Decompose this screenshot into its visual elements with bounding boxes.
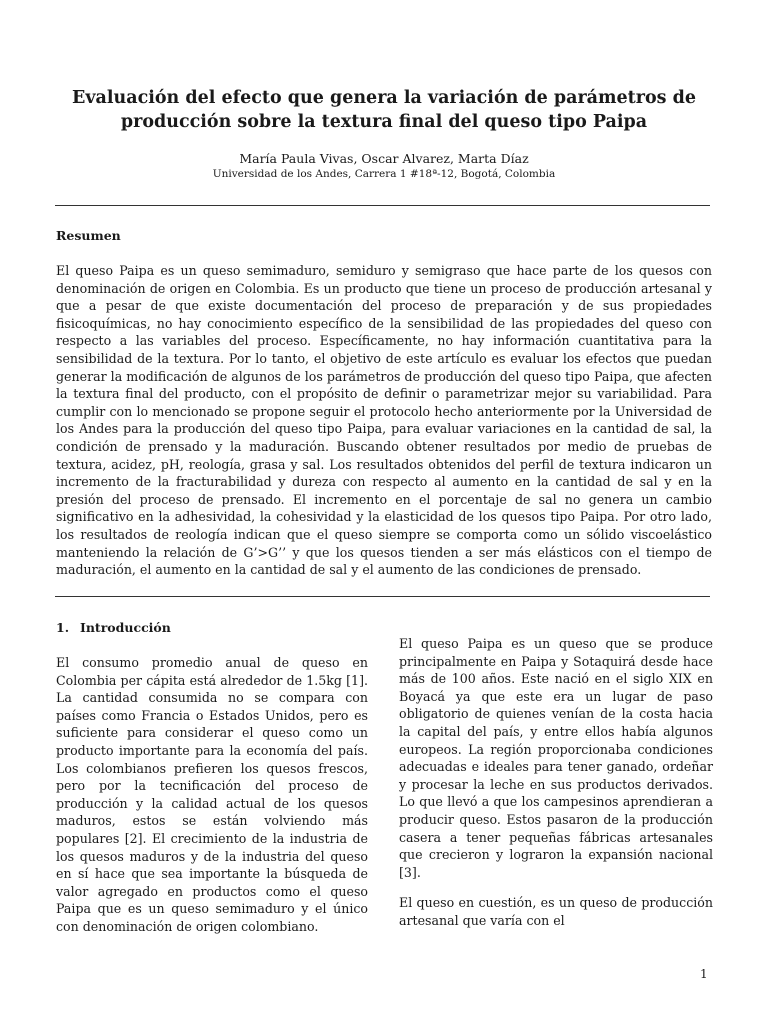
- affiliation: Universidad de los Andes, Carrera 1 #18ª-12, Bogotá, Colombia: [212, 168, 556, 180]
- abstract-text: El queso Paipa es un queso semimaduro, semiduro y semigraso que hace parte de los quesos con denominación de origen en Colombia. Es un producto que tiene un proceso de producción artesanal y que a pesar de que existe documentación del proceso de preparación y de sus propiedades fisicoquímicas, no hay conocimiento específico de la sensibilidad de las propiedades del queso con respecto a las variables del proceso. Específicamente, no hay información cuantitativa para la sensibilidad de la textura. Por lo tanto, el objetivo de este artículo es evaluar los efectos que puedan generar la modificación de algunos de los parámetros de producción del queso tipo Paipa, que afecten la textura final del producto, con el propósito de definir o parametrizar mejor su variabilidad. Para cumplir con lo mencionado se propone seguir el protocolo hecho anteriormente por la Universidad de los Andes para la producción del queso tipo Paipa, para evaluar variaciones en la cantidad de sal, la condición de prensado y la maduración. Buscando obtener resultados por medio de pruebas de textura, acidez, pH, reología, grasa y sal. Los resultados obtenidos del perfil de textura indicaron un incremento de la fracturabilidad y dureza con respecto al aumento en la cantidad de sal y en la presión del proceso de prensado. El incremento en el porcentaje de sal no genera un cambio significativo en la adhesividad, la cohesividad y la elasticidad de los quesos tipo Paipa. Por otro lado, los resultados de reología indican que el queso siempre se comporta como un sólido viscoelástico manteniendo la relación de G’>G’’ y que los quesos tienden a ser más elásticos con el tiempo de maduración, el aumento en la cantidad de sal y el aumento de las condiciones de prensado.: [56, 263, 712, 578]
- page-number: 1: [700, 967, 708, 981]
- abstract-heading: Resumen: [56, 228, 121, 243]
- top-divider: [55, 205, 710, 206]
- intro-paragraph-2: El queso Paipa es un queso que se produce principalmente en Paipa y Sotaquirá desde hace más de 100 años. Este nació en el siglo XIX en Boyacá ya que este era un lugar de paso obligatorio de quienes venían de la costa hacia la capital del país, y entre ellos había algunos europeos. La región proporcionaba condiciones adecuadas e ideales para tener ganado, ordeñar y procesar la leche en sus productos derivados. Lo que llevó a que los campesinos aprendieran a producir queso. Estos pasaron de la producción casera a tener pequeñas fábricas artesanales que crecieron y lograron la expansión nacional [3].: [399, 636, 713, 880]
- section-title: Introducción: [80, 620, 171, 635]
- author-list: María Paula Vivas, Oscar Alvarez, Marta Díaz: [239, 151, 529, 166]
- paper-title: Evaluación del efecto que genera la variación de parámetros de producción sobre la textura final del queso tipo Paipa: [72, 88, 696, 132]
- intro-paragraph-3: El queso en cuestión, es un queso de producción artesanal que varía con el: [399, 895, 713, 928]
- section-number: 1.: [56, 620, 70, 635]
- section-heading-introduction: [56, 620, 171, 636]
- intro-paragraph-1: El consumo promedio anual de queso en Colombia per cápita está alrededor de 1.5kg [1]. La cantidad consumida no se compara con países como Francia o Estados Unidos, pero es suficiente para considerar el queso como un producto importante para la economía del país. Los colombianos prefieren los quesos frescos, pero por la tecnificación del proceso de producción y la calidad actual de los quesos maduros, estos se están volviendo más populares [2]. El crecimiento de la industria de los quesos maduros y de la industria del queso en sí hace que sea importante la búsqueda de valor agregado en productos como el queso Paipa que es un queso semimaduro y el único con denominación de origen colombiano.: [56, 655, 368, 934]
- abstract-divider: [55, 596, 710, 597]
